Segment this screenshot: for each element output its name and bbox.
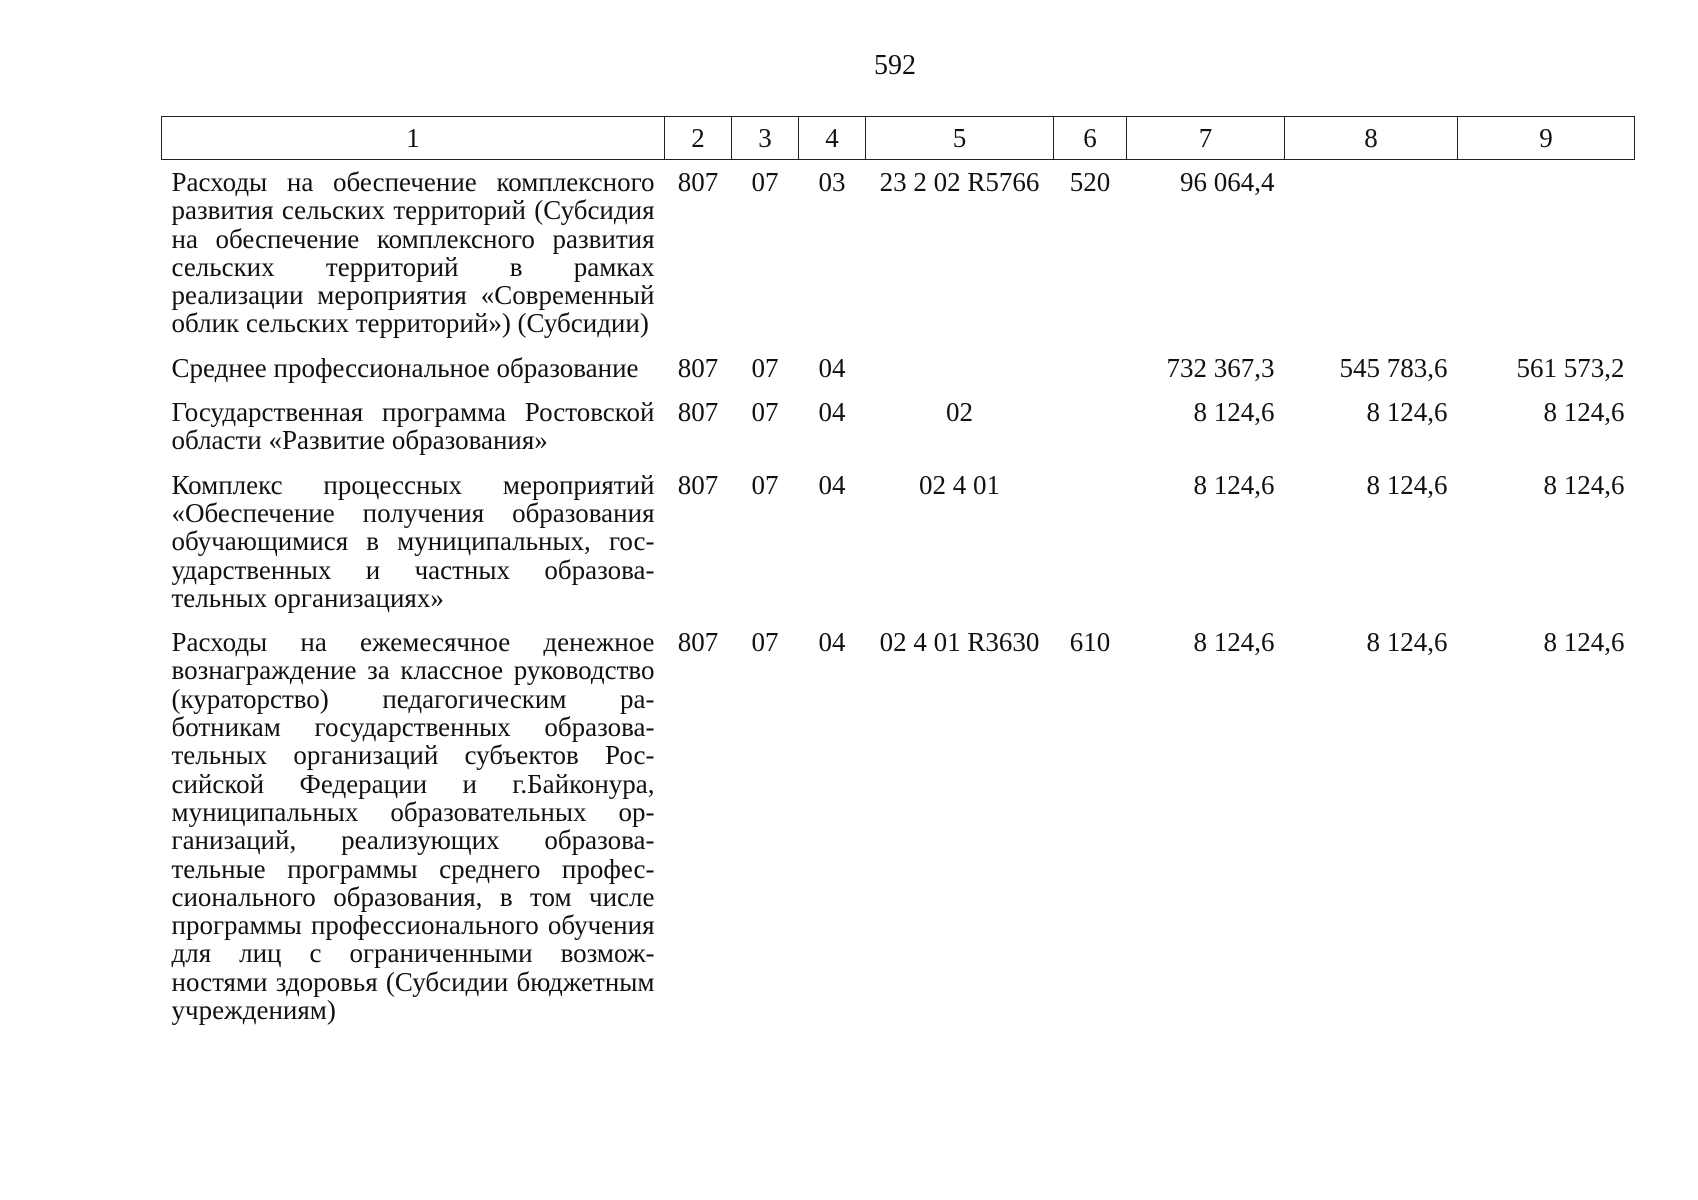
page-number: 592: [874, 50, 916, 81]
row-description: Государственная программа Ростовской области «Развитие образования»: [171, 397, 655, 456]
subsection-code: 03: [818, 167, 846, 197]
section-code: 07: [751, 167, 779, 197]
header-row: [162, 117, 1635, 160]
amount-col-8: 8 124,6: [1366, 397, 1448, 428]
expense-type-code: [1054, 463, 1127, 620]
subsection-code: 04: [818, 627, 846, 658]
ministry-code: 807: [677, 627, 719, 658]
ministry-code: 807: [677, 469, 719, 500]
column-header-6: 6: [1054, 117, 1127, 160]
section-code: 07: [751, 469, 779, 500]
column-header-2: 2: [665, 117, 732, 160]
target-article-code: [866, 346, 1054, 390]
subsection-code: 04: [818, 469, 846, 500]
amount-col-9: 561 573,2: [1516, 352, 1625, 383]
column-header-8: 8: [1285, 117, 1458, 160]
amount-col-7: 8 124,6: [1193, 397, 1275, 428]
amount-col-7: 8 124,6: [1193, 627, 1275, 658]
row-description: Комплекс процессных мероприятий «Обеспечение получения образования обучающимися в муниципальных, государственных и частных образовательных организациях»: [171, 469, 655, 613]
target-article-code: 23 2 02 R5766: [879, 167, 1040, 197]
table-header: [162, 117, 1635, 160]
expense-type-code: [1054, 346, 1127, 390]
table-row: [162, 463, 1635, 620]
expense-type-code: 520: [1069, 167, 1111, 197]
table-row: [162, 160, 1635, 346]
section-code: 07: [751, 397, 779, 428]
target-article-code: 02 4 01 R3630: [879, 627, 1040, 658]
ministry-code: 807: [677, 167, 719, 197]
amount-col-7: 8 124,6: [1193, 469, 1275, 500]
ministry-code: 807: [677, 397, 719, 428]
expense-type-code: 610: [1069, 627, 1111, 658]
column-header-5: 5: [866, 117, 1054, 160]
ministry-code: 807: [677, 352, 719, 383]
column-header-9: 9: [1458, 117, 1635, 160]
table-row: [162, 390, 1635, 463]
subsection-code: 04: [818, 397, 846, 428]
target-article-code: 02 4 01: [919, 469, 1000, 500]
table-row: [162, 620, 1635, 1032]
budget-table: [161, 116, 1635, 1032]
target-article-code: 02: [946, 397, 973, 428]
amount-col-7: 96 064,4: [1180, 167, 1275, 197]
column-header-7: 7: [1127, 117, 1285, 160]
amount-col-9: 8 124,6: [1543, 469, 1625, 500]
table-row: [162, 346, 1635, 390]
subsection-code: 04: [818, 352, 846, 383]
row-description: Расходы на ежемесячное денежное вознаграждение за классное руководство (кураторство) педагогическим работникам государственных образовательных организаций субъектов Российской Федерации и г.Байконура, муниципальных образовательных организаций, реализующих образовательные программы среднего профессионального образования, в том числе программы профессионального обучения для лиц с ограниченными возможностями здоровья (Субсидии бюджетным учреждениям): [171, 627, 655, 1026]
table-body: [162, 160, 1635, 1033]
amount-col-9: 8 124,6: [1543, 397, 1625, 428]
amount-col-9: [1458, 160, 1635, 346]
column-header-4: 4: [799, 117, 866, 160]
amount-col-8: 8 124,6: [1366, 627, 1448, 658]
amount-col-7: 732 367,3: [1166, 352, 1275, 383]
amount-col-8: 545 783,6: [1339, 352, 1448, 383]
section-code: 07: [751, 627, 779, 658]
row-description: Расходы на обеспечение комплексного развития сельских территорий (Субсидия на обеспечение комплексного развития сельских территорий в рамках реализации мероприятия «Современный облик сельских территорий») (Субсидии): [171, 167, 655, 339]
row-description: Среднее профессиональное образование: [171, 352, 639, 383]
expense-type-code: [1054, 390, 1127, 463]
amount-col-8: [1285, 160, 1458, 346]
column-header-1: 1: [162, 117, 665, 160]
amount-col-9: 8 124,6: [1543, 627, 1625, 658]
column-header-3: 3: [732, 117, 799, 160]
section-code: 07: [751, 352, 779, 383]
amount-col-8: 8 124,6: [1366, 469, 1448, 500]
